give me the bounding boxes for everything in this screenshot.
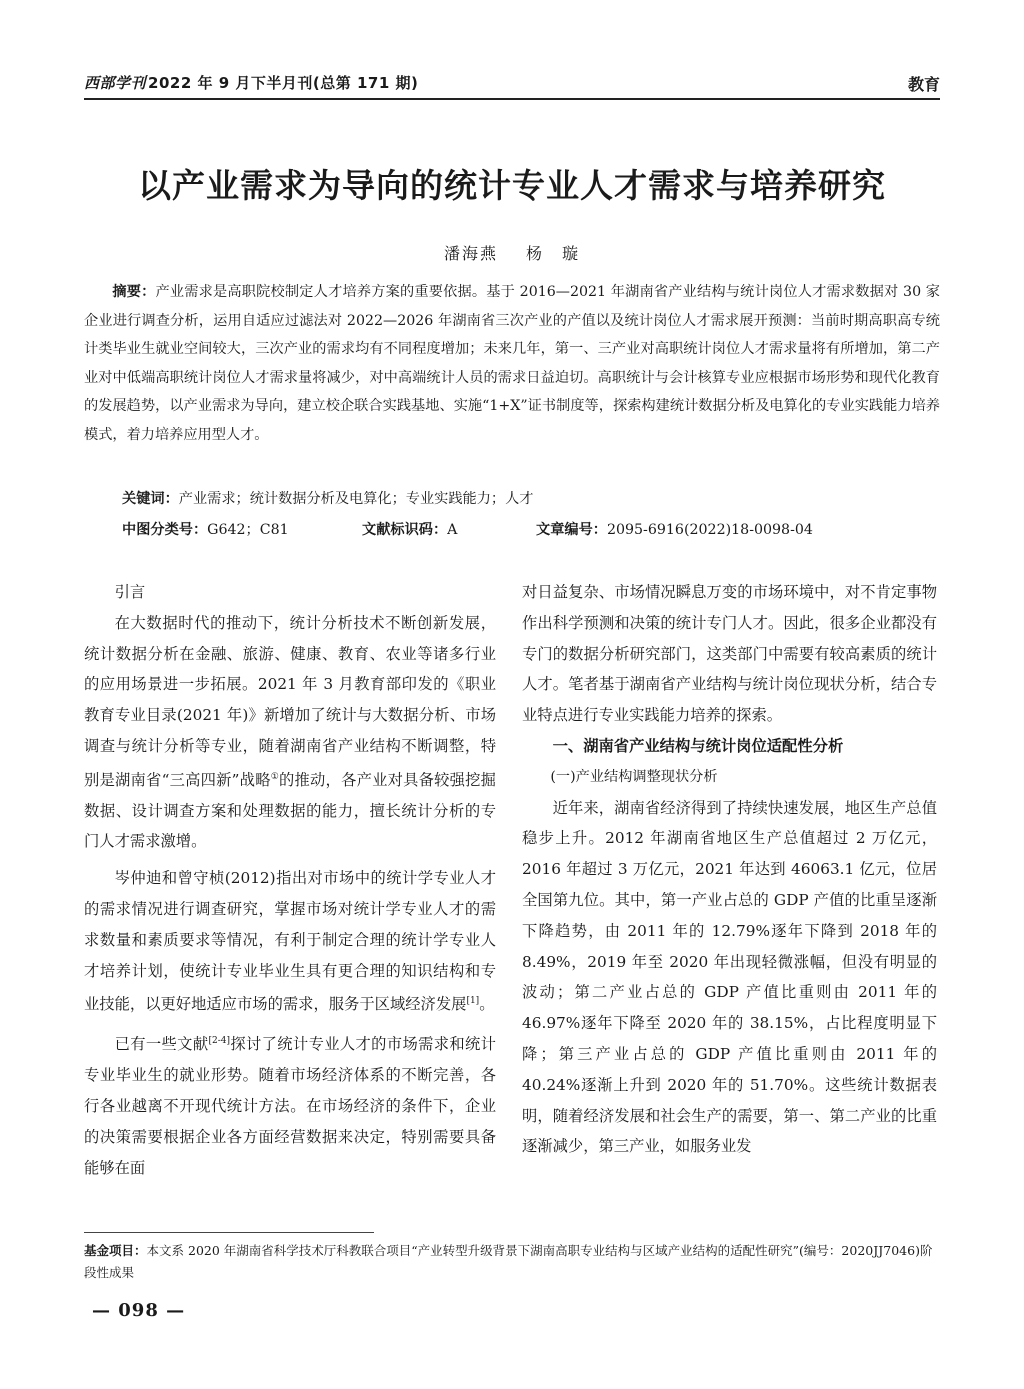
footnote-marker: ① — [270, 771, 280, 782]
page-number: — 098 — — [92, 1300, 186, 1321]
right-column — [522, 577, 937, 1162]
intro-paragraph-2: 岑仲迪和曾守桢(2012)指出对市场中的统计学专业人才的需求情况进行调查研究，掌握市场对统计学专业人才的需求数量和素质要求等情况，有利于制定合理的统计学专业人才培养计划，使统计专业毕业生具有更合理的知识结构和专业技能，以更好地适应市场的需求，服务于区域经济发展[1]。 — [84, 869, 496, 1014]
keywords — [122, 488, 942, 508]
funding-text: 本文系 2020 年湖南省科学技术厅科教联合项目“产业转型升级背景下湖南高职专业结构与区域产业结构的适配性研究”(编号：2020JJ7046)阶段性成果 — [84, 1243, 933, 1280]
author-1: 潘海燕 — [443, 244, 498, 263]
running-header — [84, 72, 940, 100]
keywords-text: 产业需求；统计数据分析及电算化；专业实践能力；人才 — [178, 491, 534, 507]
footnote-divider — [84, 1232, 374, 1233]
article-number-label: 文章编号： — [536, 522, 607, 538]
clc-label: 中图分类号： — [122, 522, 208, 538]
article-title: 以产业需求为导向的统计专业人才需求与培养研究 — [138, 166, 886, 205]
subsection-heading: (一)产业结构调整现状分析 — [550, 768, 718, 785]
section-heading: 一、湖南省产业结构与统计岗位适配性分析 — [552, 736, 844, 755]
classification-line — [122, 519, 942, 539]
intro-paragraph-3: 已有一些文献[2-4]探讨了统计专业人才的市场需求和统计专业毕业生的就业形势。随着市场经济体系的不断完善，各行各业越离不开现代统计方法。在市场经济的条件下，企业的决策需要根据企业各方面经营数据来决定，特别需要具备能够在面 — [84, 1035, 496, 1177]
intro-paragraph-1: 在大数据时代的推动下，统计分析技术不断创新发展，统计数据分析在金融、旅游、健康、教育、农业等诸多行业的应用场景进一步拓展。2021 年 3 月教育部印发的《职业教育专业目录(2021 年)》新增加了统计与大数据分析、市场调查与统计分析等专业，随着湖南省产业结构不断调整，特别是湖南省“三高四新”战略①的推动，各产业对具备较强挖掘数据、设计调查方案和处理数据的能力，擅长统计分析的专门人才需求激增。 — [84, 613, 496, 851]
authors — [0, 241, 1024, 264]
abstract-label: 摘要： — [112, 284, 156, 300]
article-number-value: 2095-6916(2022)18-0098-04 — [606, 522, 813, 538]
keywords-label: 关键词： — [122, 491, 179, 507]
funding-label: 基金项目： — [84, 1243, 147, 1258]
doc-code-value: A — [447, 522, 458, 538]
intro-heading: 引言 — [114, 583, 146, 601]
left-column — [84, 577, 496, 1183]
doc-code-label: 文献标识码： — [362, 522, 448, 538]
abstract-text: 产业需求是高职院校制定人才培养方案的重要依据。基于 2016—2021 年湖南省产业结构与统计岗位人才需求数据对 30 家企业进行调查分析，运用自适应过滤法对 2022—2026 年湖南省三次产业的产值以及统计岗位人才需求展开预测：当前时期高职高专统计类毕业生就业空间较大，三次产业的需求均有不同程度增加；未来几年，第一、三产业对高职统计岗位人才需求量将有所增加，第二产业对中低端高职统计岗位人才需求量将减少，对中高端统计人员的需求日益迫切。高职统计与会计核算专业应根据市场形势和现代化教育的发展趋势，以产业需求为导向，建立校企联合实践基地、实施“1+X”证书制度等，探索构建统计数据分析及电算化的专业实践能力培养模式，着力培养应用型人才。 — [84, 284, 940, 443]
issue-info: 2022 年 9 月下半月刊(总第 171 期) — [148, 74, 419, 92]
section-name: 教育 — [907, 75, 940, 94]
citation-2-4: [2-4] — [208, 1036, 230, 1047]
section-paragraph-1: 近年来，湖南省经济得到了持续快速发展，地区生产总值稳步上升。2012 年湖南省地区生产总值超过 2 万亿元，2016 年超过 3 万亿元，2021 年达到 46063.1 亿元，位居全国第九位。其中，第一产业占总的 GDP 产值的比重呈逐渐下降趋势，由 2011 年的 12.79%逐年下降到 2018 年的 8.49%，2019 年至 2020 年出现轻微涨幅，但没有明显的波动；第二产业占总的 GDP 产值比重则由 2011 年的 46.97%逐年下降至 2020 年的 38.15%，占比程度明显下降；第三产业占总的 GDP 产值比重则由 2011 年的 40.24%逐渐上升到 2020 年的 51.70%。这些统计数据表明，随着经济发展和社会生产的需要，第一、第二产业的比重逐渐减少，第三产业，如服务业发 — [522, 798, 937, 1156]
continued-paragraph: 对日益复杂、市场情况瞬息万变的市场环境中，对不肯定事物作出科学预测和决策的统计专门人才。因此，很多企业都没有专门的数据分析研究部门，这类部门中需要有较高素质的统计人才。笔者基于湖南省产业结构与统计岗位现状分析，结合专业特点进行专业实践能力培养的探索。 — [522, 583, 937, 725]
author-2: 杨 璇 — [526, 244, 581, 263]
funding-footnote — [84, 1240, 944, 1284]
journal-issue — [84, 72, 418, 93]
clc-value: G642；C81 — [207, 522, 289, 538]
citation-1: [1] — [466, 996, 480, 1007]
journal-brand: 西部学刊 — [84, 74, 147, 92]
abstract — [84, 278, 940, 449]
